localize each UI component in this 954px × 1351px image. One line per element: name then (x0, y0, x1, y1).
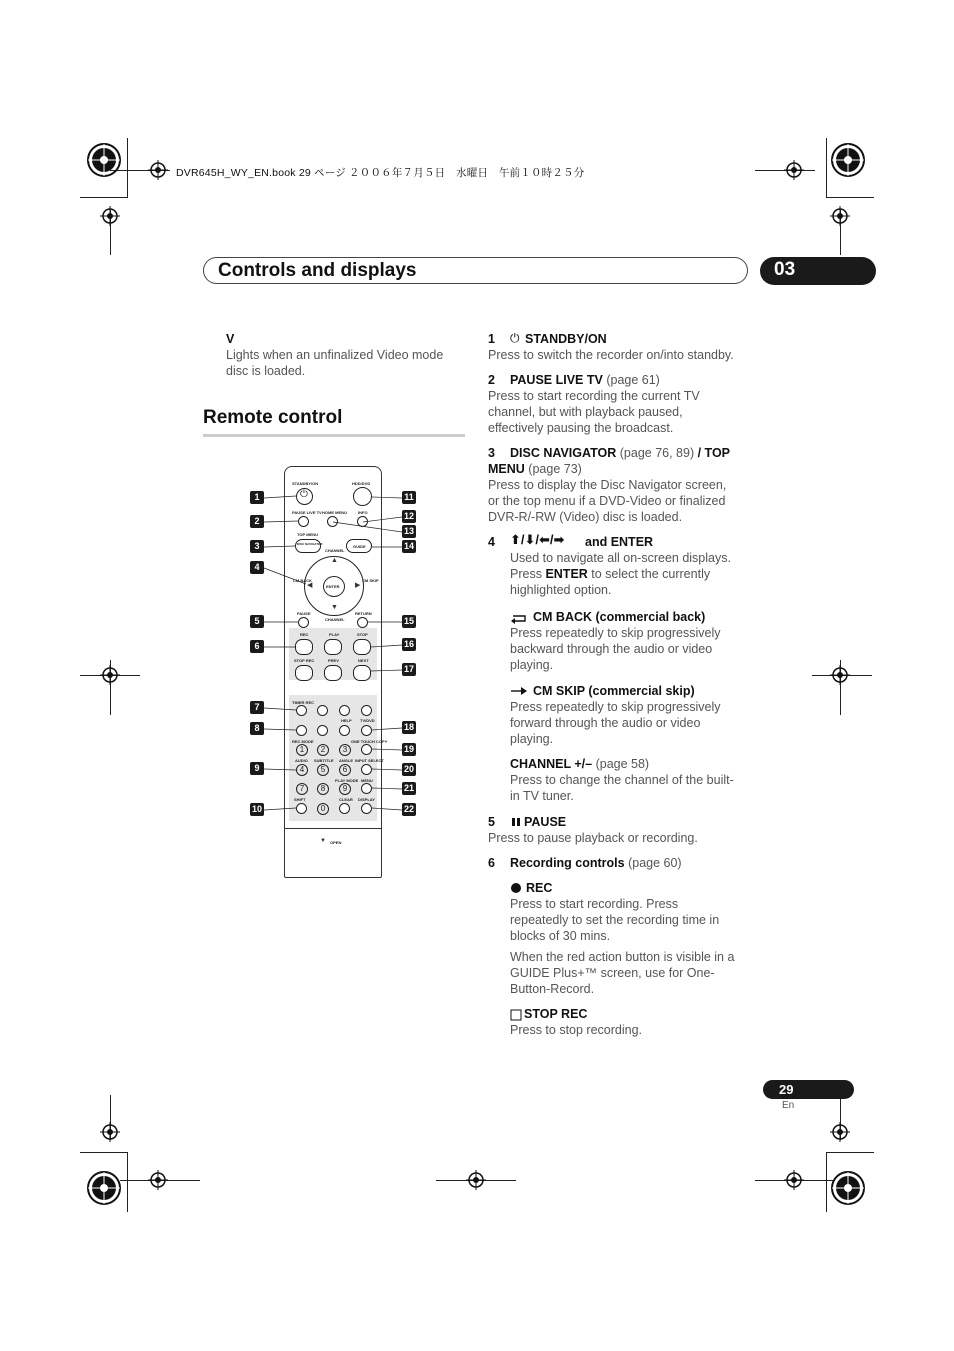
remote-label-home-menu: HOME MENU (322, 510, 347, 515)
digit-button[interactable]: 4 (296, 764, 308, 776)
page-language: En (782, 1100, 795, 1111)
item-desc: or the top menu if a DVD-Video or finalized (488, 494, 726, 508)
page-reference: (page 73) (528, 462, 582, 476)
item-note: When the red action button is visible in a (510, 950, 735, 964)
item-number: 2 (488, 373, 495, 387)
crosshair-icon (830, 1122, 850, 1142)
arrow-down-icon: ▼ (331, 604, 338, 611)
remote-label-display: DISPLAY (358, 797, 375, 802)
item-desc: Press repeatedly to skip progressively (510, 700, 721, 714)
item-title: and ENTER (585, 535, 654, 549)
item-title: CM SKIP (commercial skip) (533, 684, 695, 698)
registration-target-icon (86, 142, 122, 178)
remote-label-tv-dvd: TV/DVD (360, 718, 375, 723)
crosshair-icon (148, 1170, 168, 1190)
callout-number: 4 (250, 561, 264, 574)
remote-label-disc-navigator: DISC NAVIGATOR (297, 542, 323, 546)
digit-button[interactable]: 1 (296, 744, 308, 756)
item-desc: Press to start recording the current TV (488, 389, 700, 403)
page-reference: (page 76, 89) (619, 446, 695, 460)
remote-label-cm-back: CM BACK (293, 578, 312, 583)
item-desc: in TV tuner. (510, 789, 574, 803)
remote-label-pause: PAUSE (297, 611, 311, 616)
remote-label-pause-live-tv: PAUSE LIVE TV (292, 510, 322, 515)
remote-label-menu: MENU (361, 778, 373, 783)
callout-number: 17 (403, 664, 414, 674)
item-title: PAUSE (524, 815, 567, 829)
item-desc: playing. (510, 658, 554, 672)
callout-number: 7 (250, 701, 264, 714)
item-title-line (510, 756, 649, 772)
registration-target-icon (86, 1170, 122, 1206)
item-title: PAUSE LIVE TV (510, 373, 603, 387)
remote-label-hdd-dvd: HDD/DVD (352, 481, 371, 486)
callout-number: 16 (403, 639, 414, 649)
item-note: GUIDE Plus+™ screen, use for One- (510, 966, 715, 980)
item-desc: effectively pausing the broadcast. (488, 421, 674, 435)
remote-label-help: HELP (341, 718, 352, 723)
cm-back-icon (510, 612, 528, 624)
page-number-badge (763, 1080, 854, 1099)
item-desc: Press to start recording. Press (510, 897, 679, 911)
remote-label-clear: CLEAR (339, 797, 353, 802)
digit-button[interactable]: 6 (339, 764, 351, 776)
remote-label-top-menu: TOP MENU (297, 532, 318, 537)
page-reference: (page 61) (606, 373, 660, 387)
remote-label-channel-minus: CHANNEL (325, 617, 345, 622)
item-note: Button-Record. (510, 982, 595, 996)
item-title: Recording controls (510, 856, 625, 870)
remote-label-standby: STANDBY/ON (292, 481, 319, 486)
arrow-keys-icon: ⬆/⬇/⬅/➡ (510, 532, 565, 547)
callout-leader-lines (260, 490, 410, 820)
item-desc: highlighted option. (510, 583, 612, 597)
callout-number: 14 (403, 541, 414, 551)
item-desc: channel, but with playback paused, (488, 405, 683, 419)
section-title: Remote control (203, 407, 343, 428)
remote-label-rec: REC (300, 632, 309, 637)
item-title: CHANNEL +/– (510, 757, 593, 771)
digit-button[interactable]: 2 (317, 744, 329, 756)
registration-target-icon (830, 1170, 866, 1206)
digit-button[interactable]: 0 (317, 803, 329, 815)
crosshair-icon (100, 665, 120, 685)
crosshair-icon (100, 1122, 120, 1142)
item-title: STANDBY/ON (525, 332, 607, 346)
remote-label-prev: PREV (328, 658, 339, 663)
remote-label-next: NEXT (358, 658, 369, 663)
remote-label-channel-plus: CHANNEL (325, 548, 345, 553)
item-title: REC (526, 881, 553, 895)
remote-label-cm-skip: CM SKIP (362, 578, 379, 583)
callout-number: 22 (403, 804, 414, 814)
item-desc: Press to display the Disc Navigator screen, (488, 478, 727, 492)
item-title-line (488, 461, 582, 477)
item-title: DISC NAVIGATOR (510, 446, 617, 460)
callout-number: 20 (403, 764, 414, 774)
intro-text-line: Lights when an unfinalized Video mode (226, 348, 444, 362)
item-number: 4 (488, 535, 495, 549)
remote-label-timer-rec: TIMER REC (292, 700, 314, 705)
remote-label-shift: SHIFT (294, 797, 306, 802)
callout-number: 10 (251, 804, 262, 814)
remote-label-play: PLAY (329, 632, 340, 637)
digit-button[interactable]: 8 (317, 783, 329, 795)
item-desc: DVR-R/-RW (Video) disc is loaded. (488, 510, 683, 524)
page-reference: (page 60) (628, 856, 682, 870)
callout-number: 3 (250, 540, 264, 553)
item-desc: backward through the audio or video (510, 642, 713, 656)
callout-number: 12 (403, 511, 414, 521)
callout-number: 8 (250, 722, 264, 735)
digit-button[interactable]: 3 (339, 744, 351, 756)
page-title: Controls and displays (218, 260, 417, 281)
crosshair-icon (148, 160, 168, 180)
item-desc-emphasis: ENTER (545, 567, 588, 581)
crosshair-icon (466, 1170, 486, 1190)
item-number: 3 (488, 446, 495, 460)
callout-number: 6 (250, 640, 264, 653)
remote-label-input-select: INPUT SELECT (355, 758, 384, 763)
stop-rec-square-icon (510, 1009, 522, 1021)
remote-label-one-touch-copy: ONE TOUCH COPY (351, 739, 388, 744)
item-title: CM BACK (commercial back) (533, 610, 706, 624)
callout-number: 21 (403, 783, 414, 793)
item-desc: Press to switch the recorder on/into standby. (488, 348, 734, 362)
item-desc: Press to pause playback or recording. (488, 831, 698, 845)
remote-label-audio: AUDIO (295, 758, 308, 763)
crosshair-icon (100, 206, 120, 226)
crosshair-icon (830, 206, 850, 226)
item-desc: Press (510, 567, 546, 581)
chapter-badge (760, 257, 876, 285)
item-desc: forward through the audio or video (510, 716, 701, 730)
open-arrow-icon: ▼ (320, 838, 326, 844)
digit-button[interactable]: 7 (296, 783, 308, 795)
item-title: MENU (488, 462, 525, 476)
item-desc-line (510, 566, 710, 582)
callout-number: 2 (250, 515, 264, 528)
callout-number: 19 (403, 744, 414, 754)
remote-label-rec-mode: REC MODE (292, 739, 314, 744)
remote-label-angle: ANGLE (339, 758, 353, 763)
remote-label-guide: GUIDE (353, 544, 366, 549)
power-icon: ⏻ (300, 489, 308, 500)
remote-label-stop-rec: STOP REC (294, 658, 315, 663)
print-header: DVR645H_WY_EN.book 29 ページ ２００６年７月５日 水曜日 午前１０時２５分 (176, 167, 585, 179)
crosshair-icon (784, 160, 804, 180)
item-desc: repeatedly to set the recording time in (510, 913, 720, 927)
remote-label-play-mode: PLAY MODE (335, 778, 359, 783)
arrow-left-icon: ◀ (307, 582, 313, 589)
callout-number: 1 (250, 491, 264, 504)
digit-button[interactable]: 5 (317, 764, 329, 776)
page-reference: (page 58) (595, 757, 650, 771)
remote-label-subtitle: SUBTITLE (314, 758, 334, 763)
item-title-line (510, 855, 682, 871)
item-desc: Press to change the channel of the built- (510, 773, 734, 787)
rec-dot-icon (510, 882, 522, 894)
callout-number: 5 (250, 615, 264, 628)
registration-target-icon (830, 142, 866, 178)
intro-text-line: disc is loaded. (226, 364, 306, 378)
crosshair-icon (784, 1170, 804, 1190)
item-title: STOP REC (524, 1007, 588, 1021)
chapter-title-bar (203, 257, 748, 284)
item-title-line (510, 372, 660, 388)
arrow-up-icon: ▲ (331, 557, 338, 564)
cm-skip-icon (510, 685, 528, 697)
pause-icon (511, 817, 521, 827)
item-desc: Press to stop recording. (510, 1023, 643, 1037)
item-number: 6 (488, 856, 495, 870)
item-desc: blocks of 30 mins. (510, 929, 611, 943)
chapter-number: 03 (774, 259, 796, 280)
page-number: 29 (779, 1082, 794, 1097)
remote-label-open: OPEN (330, 840, 342, 845)
remote-label-info: INFO (358, 510, 368, 515)
section-divider (203, 434, 465, 437)
item-number: 5 (488, 815, 495, 829)
remote-label-return: RETURN (355, 611, 372, 616)
callout-number: 11 (402, 491, 416, 504)
remote-label-stop: STOP (357, 632, 368, 637)
callout-number: 13 (403, 526, 414, 536)
crosshair-icon (830, 665, 850, 685)
item-title: / TOP (697, 446, 731, 460)
callout-number: 15 (403, 616, 414, 626)
lid-line (285, 828, 381, 829)
callout-number: 18 (403, 722, 414, 732)
power-icon: ⏻ (510, 331, 520, 345)
item-desc: Press repeatedly to skip progressively (510, 626, 721, 640)
callout-number: 9 (250, 762, 264, 775)
item-desc: Used to navigate all on-screen displays. (510, 551, 731, 565)
remote-label-enter: ENTER (326, 584, 340, 589)
item-desc: to select the currently (587, 567, 711, 581)
item-title-line (510, 445, 730, 461)
arrow-right-icon: ▶ (355, 582, 361, 589)
intro-label: V (226, 332, 235, 346)
item-number: 1 (488, 332, 495, 346)
item-desc: playing. (510, 732, 554, 746)
digit-button[interactable]: 9 (339, 783, 351, 795)
